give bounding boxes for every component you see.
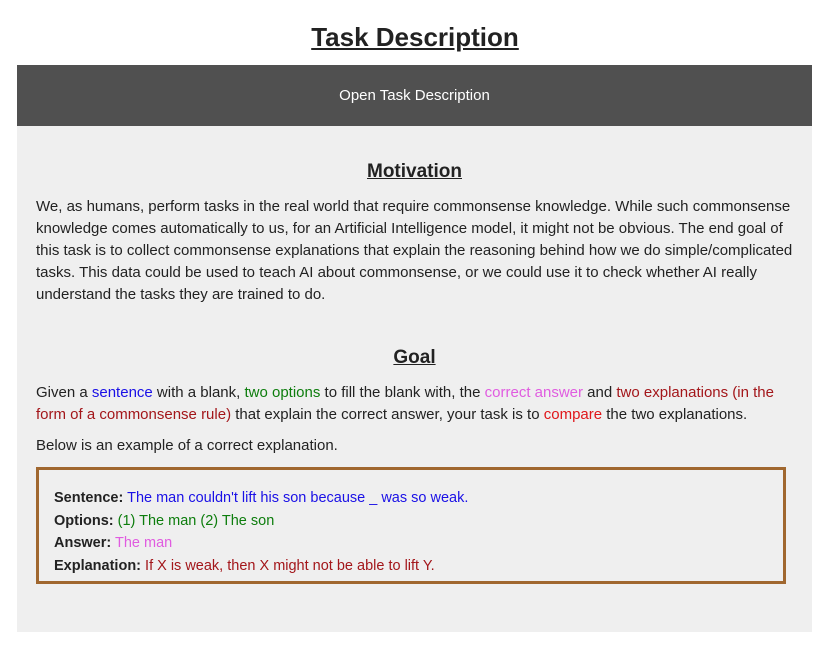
two-explanations-keyword: two explanations (in the form of a commonsense rule) [36, 384, 774, 423]
example-explanation [54, 555, 783, 578]
example-box [36, 467, 786, 584]
goal-text-part: with a blank, [152, 384, 245, 401]
sentence-value: The man couldn't lift his son because _ was so weak. [127, 490, 469, 506]
goal-text-part: that explain the correct answer, your task is to [231, 406, 544, 423]
goal-text-part: and [583, 384, 617, 401]
sentence-label: Sentence: [54, 490, 124, 506]
motivation-text: We, as humans, perform tasks in the real world that require commonsense knowledge. While such commonsense knowledge comes automatically to us, for an Artificial Intelligence model, it might not be obvious. The end goal of this task is to collect commonsense explanations that explain the reasoning behind how we do simple/complicated tasks. This data could be used to teach AI about commonsense, or we could use it to check whether AI really understand the tasks they are trained to do. [36, 198, 793, 303]
example-sentence [54, 487, 783, 510]
example-intro-text: Below is an example of a correct explanation. [36, 437, 338, 454]
example-answer [54, 532, 783, 555]
answer-label: Answer: [54, 535, 112, 551]
compare-keyword: compare [543, 406, 603, 423]
explanation-label: Explanation: [54, 557, 142, 574]
options-label: Options: [54, 512, 114, 529]
goal-text-part: Given a [36, 384, 92, 401]
example-options [54, 510, 783, 533]
answer-value: The man [115, 535, 173, 551]
goal-text [36, 382, 796, 426]
goal-text-part: to fill the blank with, the [320, 384, 485, 401]
correct-answer-keyword: correct answer [484, 384, 584, 401]
goal-text-part: the two explanations. [602, 406, 748, 423]
sentence-keyword: sentence [91, 384, 153, 401]
goal-heading: Goal [393, 347, 436, 368]
open-task-description-button[interactable] [17, 65, 812, 126]
task-description-panel [17, 126, 812, 632]
motivation-heading: Motivation [367, 161, 462, 182]
two-options-keyword: two options [244, 384, 321, 401]
explanation-value: If X is weak, then X might not be able to lift Y. [145, 557, 435, 574]
page-title: Task Description [311, 22, 519, 52]
options-value: (1) The man (2) The son [117, 512, 275, 529]
toggle-label: Open Task Description [339, 87, 490, 104]
